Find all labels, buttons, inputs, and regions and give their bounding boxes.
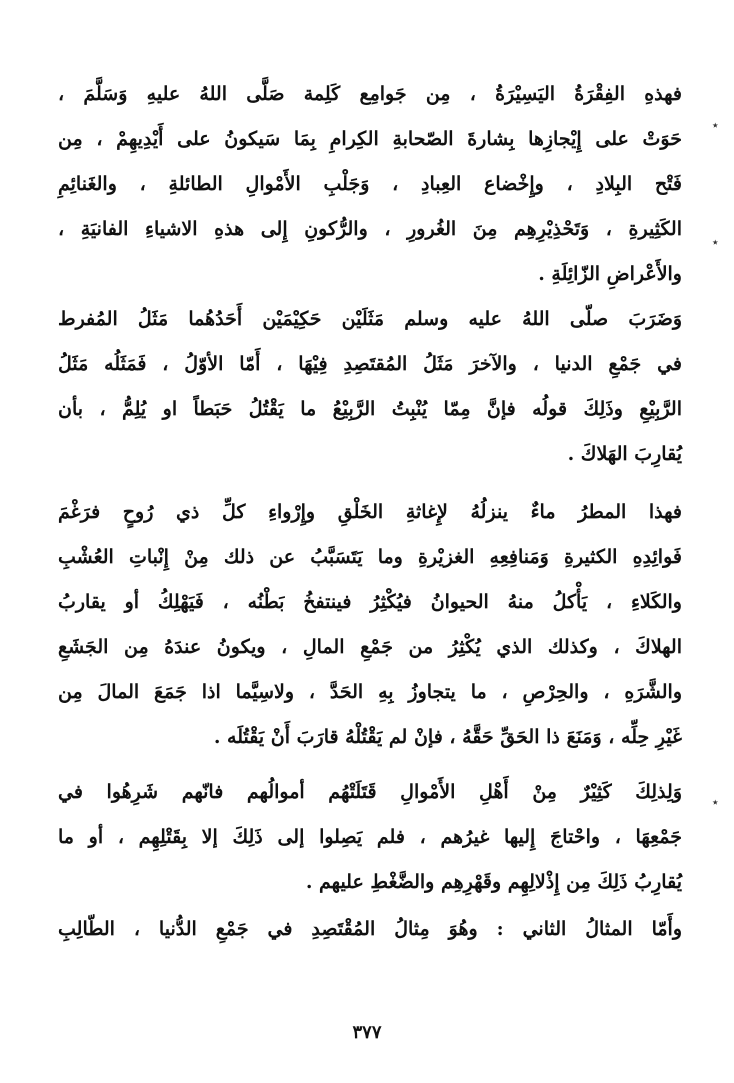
text-line: الكَثِيرةِ ، وَتَحْذِيْرِهِم مِنَ الغُرورِ ، والرُّكونِ إِلى هذهِ الاشياءِ الفانيَةِ ، (58, 218, 682, 240)
text-line: يُقارِبَ الهَلاكَ . (567, 443, 682, 465)
text-line: والأَعْراضِ الزّائِلَةِ . (538, 263, 682, 285)
paragraph-4 (58, 770, 682, 905)
margin-mark: ٭ (712, 118, 719, 132)
text-line: جَمْعِهَا ، واحْتاجَ إِليها غيرُهم ، فلم يَصِلوا إلى ذَلِكَ إلا بِقَتْلِهِم ، أو ما (58, 826, 682, 848)
text-line: الرَّبِيْعِ وذَلِكَ قولُه فإنَّ مِمّا يُنْبِتُ الرَّبِيْعُ ما يَقْتُلُ حَبَطاً او يُلِمُّ ، بأن (58, 398, 682, 420)
text-line: وَلِذلِكَ كَثِيْرٌ مِنْ أَهْلِ الأَمْوالِ قَتَلَتْهُم أموالُهم فانّهم شَرِهُوا في (58, 781, 682, 803)
text-line: فهذا المطرُ ماءٌ ينزلُهُ لإِغاثةِ الخَلْقِ وإِرْواءِ كلِّ ذي رُوحٍ فرَغْمَ (58, 501, 682, 523)
text-line: وَضَرَبَ صلّى اللهُ عليه وسلم مَثَلَيْن حَكِيْمَيْن أَحَدُهُما مَثَلُ المُفرط (58, 308, 682, 330)
text-line: حَوَتْ على إِيْجازِها بِشارةَ الصّحابةِ الكِرامِ بِمَا سَيكونُ على أَيْدِيهِمْ ، مِن (58, 128, 682, 150)
margin-mark: ٭ (712, 795, 719, 809)
margin-mark: ٭ (712, 235, 719, 249)
text-line: غَيْرِ حِلِّه ، وَمَنَعَ ذا الحَقِّ حَقَّهُ ، فإنْ لم يَقْتُلْهُ قارَبَ أَنْ يَقْتُلَه . (213, 726, 682, 748)
text-line: يُقارِبُ ذَلِكَ مِن إِذْلالِهِم وقَهْرِهِم والضَّغْطِ عليهم . (305, 871, 682, 893)
text-line: في جَمْعِ الدنيا ، والآخرَ مَثَلُ المُقتَصِدِ فِيْهَا ، أَمّا الأوّلُ ، فَمَثَلُه مَثَلُ (58, 353, 682, 375)
text-line: فَوائِدِهِ الكثيرةِ وَمَنافِعِهِ الغزيْرةِ وما يَتَسَبَّبُ عن ذلك مِنْ إِنْباتِ العُشْبِ (58, 546, 682, 568)
text-line: وأَمّا المثالُ الثاني : وهُوَ مِثالُ المُقْتَصِدِ في جَمْعِ الدُّنيا ، الطّالِبِ (58, 918, 682, 940)
paragraph-2 (58, 297, 682, 477)
text-line: الهلاكَ ، وكذلك الذي يُكْثِرُ من جَمْعِ المالِ ، ويكونُ عندَهُ مِن الجَشَعِ (58, 636, 682, 658)
paragraph-3 (58, 490, 682, 760)
text-line: فَتْح البِلادِ ، وإِخْضاع العِبادِ ، وَجَلْبِ الأَمْوالِ الطائلةِ ، والغَنائِمِ (58, 173, 682, 195)
text-line: فهذهِ الفِقْرَةُ اليَسِيْرَةُ ، مِن جَوامِع كَلِمة صَلَّى اللهُ عليهِ وَسَلَّمَ ، (58, 83, 682, 105)
text-line: والكَلاءِ ، يَأْكلُ منهُ الحيوانُ فيُكْثِرُ فينتفخُ بَطْنُه ، فَيَهْلِكُ أو يقاربُ (58, 591, 682, 613)
paragraph-1 (58, 72, 682, 297)
paragraph-5 (58, 907, 682, 952)
text-line: والشَّرَهِ ، والحِرْصِ ، ما يتجاوزُ بِهِ الحَدَّ ، ولاسِيَّما اذا جَمَعَ المالَ مِن (58, 681, 682, 703)
page-number: ٣٧٧ (352, 1022, 382, 1043)
